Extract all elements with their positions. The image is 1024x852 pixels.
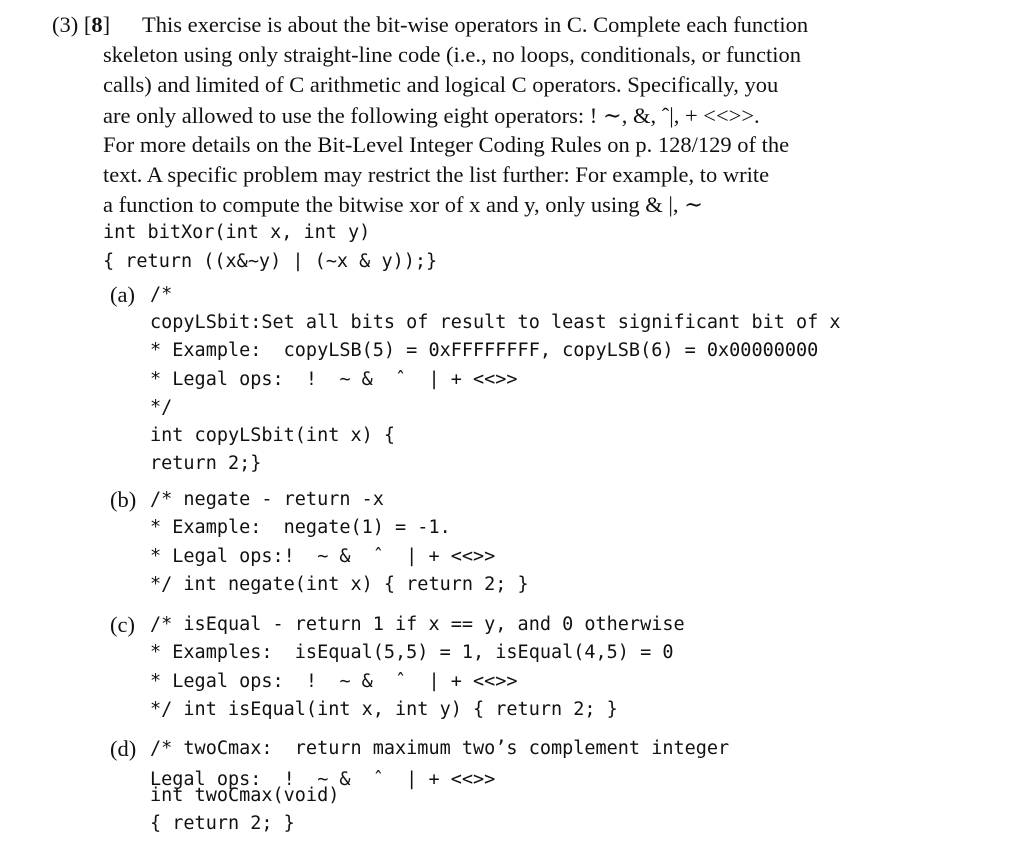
example-code-line-1: int bitXor(int x, int y) [103, 222, 371, 243]
intro-line-1: This exercise is about the bit-wise operators in C. Complete each function [142, 12, 809, 37]
part-a-line-5: */ [150, 397, 173, 418]
part-b-line-1: /* negate - return -x [150, 489, 384, 510]
example-code-line-2: { return ((x&∼y) | (∼x & y));} [103, 251, 438, 272]
part-a-label: (a) [110, 282, 135, 307]
part-a-line-3: * Example: copyLSB(5) = 0xFFFFFFFF, copyLSB(6) = 0x00000000 [150, 340, 819, 361]
part-d-line-3: int twoCmax(void) [150, 785, 340, 806]
part-c-line-2: * Examples: isEqual(5,5) = 1, isEqual(4,5) = 0 [150, 642, 674, 663]
part-d-line-4: { return 2; } [150, 813, 295, 834]
part-c-line-1: /* isEqual - return 1 if x == y, and 0 otherwise [150, 614, 685, 635]
part-a-line-2: copyLSbit:Set all bits of result to least significant bit of x [150, 312, 841, 333]
intro-line-7: a function to compute the bitwise xor of x and y, only using & |, ∼ [103, 192, 703, 217]
intro-line-6: text. A specific problem may restrict the list further: For example, to write [103, 162, 770, 187]
part-d-line-1: /* twoCmax: return maximum two’s complement integer [150, 738, 730, 759]
part-a-line-4: * Legal ops: ! ∼ & ˆ | + <<>> [150, 369, 518, 390]
part-c-line-3: * Legal ops: ! ∼ & ˆ | + <<>> [150, 671, 518, 692]
intro-line-2: skeleton using only straight-line code (i.e., no loops, conditionals, or function [103, 42, 802, 67]
part-a-line-6: int copyLSbit(int x) { [150, 425, 396, 446]
part-a-line-1: /* [150, 284, 173, 305]
intro-line-5: For more details on the Bit-Level Integer Coding Rules on p. 128/129 of the [103, 132, 790, 157]
problem-points: 8 [91, 12, 103, 37]
intro-line-3: calls) and limited of C arithmetic and logical C operators. Specifically, you [103, 72, 779, 97]
part-b-label: (b) [110, 487, 137, 512]
part-b-line-4: */ int negate(int x) { return 2; } [150, 574, 529, 595]
part-c-line-4: */ int isEqual(int x, int y) { return 2; } [150, 699, 618, 720]
part-b-line-2: * Example: negate(1) = -1. [150, 517, 451, 538]
part-d-label: (d) [110, 736, 137, 761]
part-d-line-2: Legal ops: ! ∼ & ˆ | + <<>> [150, 769, 496, 790]
problem-number: (3) [8] [52, 12, 111, 37]
intro-line-4: are only allowed to use the following eight operators: ! ∼, &, ˆ|, + <<>>. [103, 103, 760, 128]
part-b-line-3: * Legal ops:! ∼ & ˆ | + <<>> [150, 546, 496, 567]
part-c-label: (c) [110, 612, 135, 637]
part-a-line-7: return 2;} [150, 453, 262, 474]
